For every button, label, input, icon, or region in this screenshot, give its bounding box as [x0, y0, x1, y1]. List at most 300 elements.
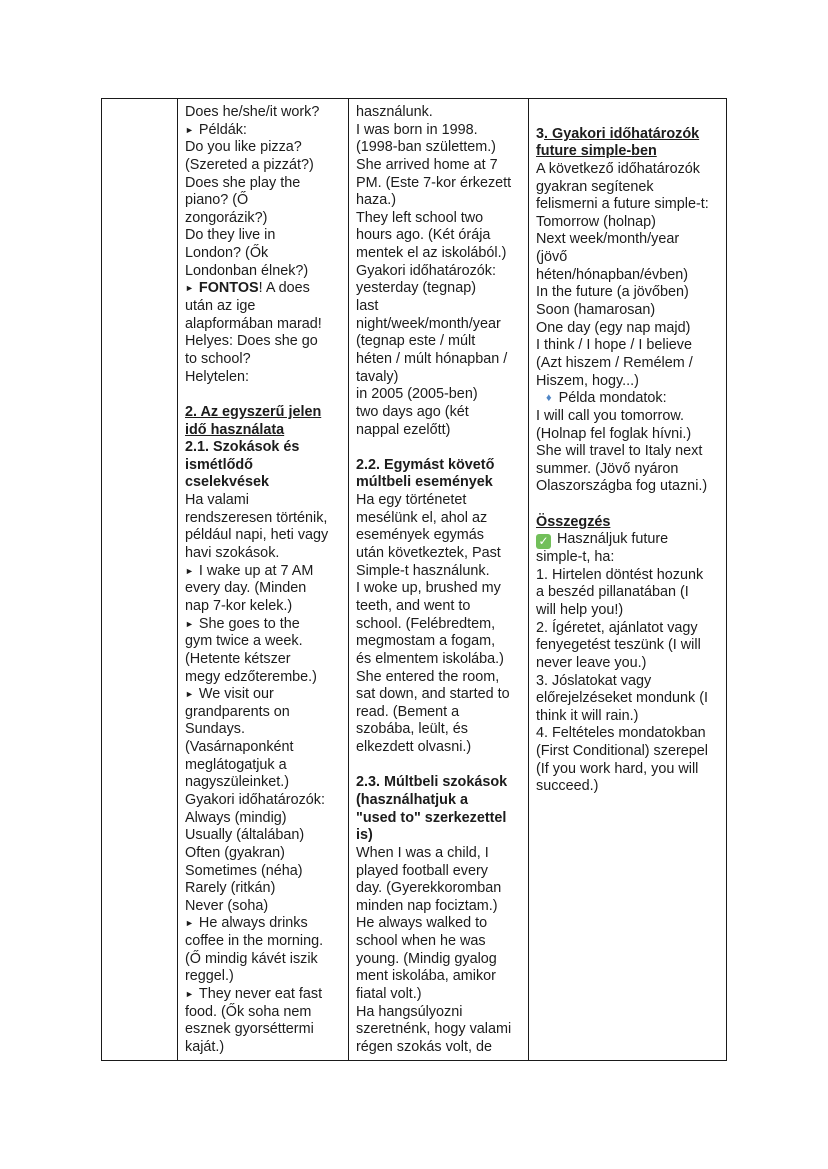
text-segment: I woke up, brushed my — [356, 580, 501, 597]
text-line — [185, 721, 344, 739]
table-cell-future-simple — [528, 99, 726, 1060]
text-segment: They left school two — [356, 209, 484, 226]
text-segment: teeth, and went to — [356, 597, 471, 614]
text-segment: London? (Ők — [185, 245, 269, 262]
heading-line — [185, 457, 344, 475]
text-segment: to school? — [185, 350, 251, 367]
text-line — [536, 214, 722, 232]
text-segment: kaját.) — [185, 1038, 225, 1055]
text-segment: 2.2. Egymást követő — [356, 456, 495, 473]
table-cell-present-simple — [177, 99, 348, 1060]
text-line — [185, 245, 344, 263]
text-line — [185, 139, 344, 157]
text-line — [356, 492, 524, 510]
text-segment: Ha valami — [185, 492, 249, 509]
text-line — [185, 933, 344, 951]
text-line — [536, 673, 722, 691]
text-line — [356, 316, 524, 334]
text-line — [185, 880, 344, 898]
text-line — [536, 390, 722, 408]
text-segment: two days ago (két — [356, 403, 469, 420]
text-line — [356, 104, 524, 122]
text-segment: nappal ezelőtt) — [356, 421, 451, 438]
text-line — [536, 584, 722, 602]
text-segment: a beszéd pillanatában (I — [536, 584, 689, 601]
text-line — [185, 1039, 344, 1057]
text-segment: She goes to the — [198, 615, 300, 632]
text-line — [536, 655, 722, 673]
text-line — [356, 351, 524, 369]
text-line — [185, 192, 344, 210]
arrow-icon: ► — [185, 565, 194, 576]
text-segment: sat down, and started to — [356, 686, 510, 703]
text-segment: szobába, leült, és — [356, 721, 468, 738]
text-segment: 3 — [536, 125, 545, 142]
diamond-icon: ♦ — [546, 392, 552, 405]
text-segment: Példák: — [198, 121, 247, 138]
text-segment: Londonban élnek?) — [185, 262, 309, 279]
text-segment: mesélünk el, ahol az — [356, 509, 488, 526]
text-segment: régen szokás volt, de — [356, 1038, 492, 1055]
text-segment: When I was a child, I — [356, 844, 489, 861]
text-segment: Tomorrow (holnap) — [536, 213, 656, 230]
text-line — [356, 739, 524, 757]
text-line — [185, 333, 344, 351]
text-segment: I think / I hope / I believe — [536, 337, 692, 354]
text-segment: reggel.) — [185, 968, 234, 985]
text-line — [356, 527, 524, 545]
text-line — [356, 245, 524, 263]
text-line — [536, 337, 722, 355]
text-segment: Hiszem, hogy...) — [536, 372, 639, 389]
text-line — [356, 704, 524, 722]
text-segment: Soon (hamarosan) — [536, 302, 656, 319]
text-line — [356, 915, 524, 933]
text-segment: rendszeresen történik, — [185, 509, 328, 526]
text-line — [356, 298, 524, 316]
text-segment: megy edzőterembe.) — [185, 668, 317, 685]
text-line — [356, 633, 524, 651]
text-segment: last — [356, 298, 379, 315]
text-segment: coffee in the morning. — [185, 933, 324, 950]
text-segment: Olaszországba fog utazni.) — [536, 478, 708, 495]
text-line — [356, 968, 524, 986]
text-segment: minden nap fociztam.) — [356, 897, 498, 914]
text-line — [356, 192, 524, 210]
text-segment: múltbeli események — [356, 474, 493, 491]
text-line — [185, 298, 344, 316]
text-line — [536, 778, 722, 796]
text-line — [536, 620, 722, 638]
text-line — [185, 863, 344, 881]
text-segment: ment iskolába, amikor — [356, 968, 496, 985]
text-segment: szeretnénk, hogy valami — [356, 1021, 512, 1038]
text-segment: Next week/month/year — [536, 231, 680, 248]
text-line — [185, 369, 344, 387]
text-segment: például napi, heti vagy — [185, 527, 329, 544]
text-line — [356, 386, 524, 404]
text-line — [536, 267, 722, 285]
text-line — [536, 284, 722, 302]
text-line — [356, 951, 524, 969]
grammar-notes-table — [101, 98, 727, 1061]
text-segment: Do they live in — [185, 227, 276, 244]
heading-line — [356, 457, 524, 475]
text-segment: I was born in 1998. — [356, 121, 478, 138]
text-segment: yesterday (tegnap) — [356, 280, 476, 297]
text-line — [185, 669, 344, 687]
table-cell-past-simple — [348, 99, 528, 1060]
text-segment: We visit our — [198, 686, 274, 703]
text-line — [356, 157, 524, 175]
text-segment: esznek gyorséttermi — [185, 1021, 314, 1038]
text-line — [185, 986, 344, 1004]
text-segment: . Gyakori időhatározók — [544, 125, 700, 142]
text-line — [185, 915, 344, 933]
arrow-icon: ► — [185, 283, 194, 294]
text-line — [185, 316, 344, 334]
text-line — [356, 880, 524, 898]
text-line — [536, 443, 722, 461]
text-segment: summer. (Jövő nyáron — [536, 460, 679, 477]
text-segment: nagyszüleinket.) — [185, 774, 289, 791]
text-segment: után következtek, Past — [356, 545, 501, 562]
text-segment: 2.1. Szokások és — [185, 439, 300, 456]
text-segment: future simple-ben — [536, 143, 657, 160]
text-line — [536, 725, 722, 743]
heading-line — [356, 827, 524, 845]
text-segment: (If you work hard, you will — [536, 760, 699, 777]
text-segment: (Holnap fel foglak hívni.) — [536, 425, 692, 442]
text-line — [185, 616, 344, 634]
text-line — [356, 510, 524, 528]
text-line — [185, 1021, 344, 1039]
text-line — [185, 545, 344, 563]
text-line — [356, 757, 524, 775]
text-line — [356, 845, 524, 863]
text-line — [185, 122, 344, 140]
text-line — [356, 1021, 524, 1039]
text-line — [185, 580, 344, 598]
text-segment: think it will rain.) — [536, 707, 639, 724]
text-segment: In the future (a jövőben) — [536, 284, 689, 301]
arrow-icon: ► — [185, 689, 194, 700]
text-line — [185, 704, 344, 722]
text-line — [536, 231, 722, 249]
text-line — [536, 196, 722, 214]
text-segment: héten / múlt hónapban / — [356, 350, 508, 367]
text-segment: Példa mondatok: — [558, 390, 667, 407]
text-segment: használunk. — [356, 104, 433, 120]
text-line — [185, 104, 344, 122]
text-line — [356, 1039, 524, 1057]
text-segment: school when he was — [356, 933, 486, 950]
text-line — [356, 139, 524, 157]
text-line — [536, 161, 722, 179]
text-segment: (Vasárnaponként — [185, 739, 294, 756]
text-segment: Always (mindig) — [185, 809, 287, 826]
text-segment: never leave you.) — [536, 654, 647, 671]
table-cell-empty — [102, 99, 177, 1060]
text-segment: gyakran segítenek — [536, 178, 654, 195]
text-segment: 1. Hirtelen döntést hozunk — [536, 566, 704, 583]
text-segment: every day. (Minden — [185, 580, 307, 597]
text-line — [356, 898, 524, 916]
heading-line — [536, 143, 722, 161]
text-line — [356, 333, 524, 351]
text-line — [185, 527, 344, 545]
text-segment: Összegzés — [536, 513, 611, 530]
text-line — [536, 320, 722, 338]
text-segment: Usually (általában) — [185, 827, 305, 844]
text-segment: 4. Feltételes mondatokban — [536, 725, 706, 742]
text-segment: fiatal volt.) — [356, 986, 422, 1003]
text-segment: Helyes: Does she go — [185, 333, 318, 350]
text-segment: (Hetente kétszer — [185, 650, 291, 667]
text-line — [185, 651, 344, 669]
text-segment: young. (Mindig gyalog — [356, 950, 497, 967]
text-segment: mentek el az iskolából.) — [356, 245, 507, 262]
text-segment: 3. Jóslatokat vagy — [536, 672, 652, 689]
text-line — [356, 933, 524, 951]
text-segment: Sundays. — [185, 721, 246, 738]
text-segment: elkezdett olvasni.) — [356, 739, 472, 756]
text-line — [185, 210, 344, 228]
text-segment: tavaly) — [356, 368, 399, 385]
text-segment: meglátogatjuk a — [185, 756, 287, 773]
text-line — [185, 686, 344, 704]
text-segment: is) — [356, 827, 373, 844]
text-line — [185, 739, 344, 757]
text-segment: played football every — [356, 862, 488, 879]
heading-line — [356, 474, 524, 492]
text-segment: She will travel to Italy next — [536, 443, 703, 460]
text-line — [185, 263, 344, 281]
text-line — [536, 708, 722, 726]
text-line — [185, 280, 344, 298]
text-segment: 2. Az egyszerű jelen — [185, 403, 322, 420]
text-segment: nap 7-kor kelek.) — [185, 597, 293, 614]
text-segment: day. (Gyerekkoromban — [356, 880, 502, 897]
text-line — [536, 549, 722, 567]
text-segment: Helytelen: — [185, 368, 249, 385]
arrow-icon: ► — [185, 918, 194, 929]
heading-line — [356, 792, 524, 810]
text-line — [185, 827, 344, 845]
text-segment: haza.) — [356, 192, 396, 209]
text-segment: Rarely (ritkán) — [185, 880, 276, 897]
text-segment: Ha hangsúlyozni — [356, 1003, 463, 1020]
text-line — [356, 210, 524, 228]
arrow-icon: ► — [185, 124, 194, 135]
text-line — [536, 478, 722, 496]
heading-line — [185, 439, 344, 457]
text-segment: He always drinks — [198, 915, 308, 932]
text-line — [185, 968, 344, 986]
text-line — [356, 1004, 524, 1022]
text-line — [356, 263, 524, 281]
text-line — [536, 567, 722, 585]
text-line — [536, 249, 722, 267]
text-segment: She arrived home at 7 — [356, 156, 498, 173]
text-segment: Gyakori időhatározók: — [356, 262, 496, 279]
text-segment: héten/hónapban/évben) — [536, 266, 689, 283]
text-segment: Ha egy történetet — [356, 492, 467, 509]
text-line — [185, 227, 344, 245]
text-line — [356, 651, 524, 669]
text-segment: után az ige — [185, 298, 256, 315]
heading-line — [185, 474, 344, 492]
text-line — [356, 616, 524, 634]
text-segment: (First Conditional) szerepel — [536, 743, 708, 760]
text-line — [536, 496, 722, 514]
text-segment: cselekvések — [185, 474, 270, 491]
text-line — [356, 598, 524, 616]
text-segment: piano? (Ő — [185, 192, 249, 209]
text-line — [185, 351, 344, 369]
text-segment: (Szereted a pizzát?) — [185, 156, 314, 173]
text-line — [356, 986, 524, 1004]
text-line — [185, 898, 344, 916]
text-segment: in 2005 (2005-ben) — [356, 386, 478, 403]
text-segment: They never eat fast — [198, 986, 323, 1003]
text-segment: Gyakori időhatározók: — [185, 791, 325, 808]
text-line — [185, 510, 344, 528]
text-segment: gym twice a week. — [185, 633, 303, 650]
text-line — [356, 721, 524, 739]
text-line — [185, 810, 344, 828]
text-segment: One day (egy nap majd) — [536, 319, 691, 336]
text-segment: megmostam a fogam, — [356, 633, 496, 650]
text-segment: "used to" szerkezettel — [356, 809, 507, 826]
text-line — [536, 373, 722, 391]
text-line — [185, 774, 344, 792]
text-segment: Do you like pizza? — [185, 139, 302, 156]
check-icon: ✓ — [536, 534, 551, 549]
text-segment: (jövő — [536, 249, 568, 266]
text-line — [356, 563, 524, 581]
text-line — [536, 408, 722, 426]
text-segment: ! A does — [258, 280, 310, 297]
text-line — [185, 792, 344, 810]
text-line — [185, 633, 344, 651]
text-line — [536, 355, 722, 373]
text-segment: grandparents on — [185, 703, 290, 720]
heading-line — [356, 810, 524, 828]
text-line — [356, 669, 524, 687]
text-segment: Never (soha) — [185, 897, 269, 914]
text-segment: simple-t, ha: — [536, 549, 615, 566]
text-line — [536, 179, 722, 197]
text-line — [185, 951, 344, 969]
text-line — [356, 227, 524, 245]
text-segment: események egymás — [356, 527, 484, 544]
text-line — [356, 439, 524, 457]
heading-line — [185, 422, 344, 440]
text-segment: She entered the room, — [356, 668, 500, 685]
text-segment: FONTOS — [198, 280, 259, 297]
text-line — [536, 690, 722, 708]
text-segment: ismétlődő — [185, 456, 253, 473]
text-line — [536, 637, 722, 655]
text-line — [356, 404, 524, 422]
text-segment: (tegnap este / múlt — [356, 333, 476, 350]
text-line — [356, 580, 524, 598]
text-line — [185, 492, 344, 510]
text-segment: Sometimes (néha) — [185, 862, 303, 879]
text-segment: (Azt hiszem / Remélem / — [536, 354, 693, 371]
text-segment: 2. Ígéretet, ajánlatot vagy — [536, 619, 698, 636]
text-segment: Does he/she/it work? — [185, 104, 320, 120]
text-segment: előrejelzéseket mondunk (I — [536, 690, 708, 707]
text-segment: idő használata — [185, 421, 285, 438]
text-segment: 2.3. Múltbeli szokások — [356, 774, 508, 791]
text-line — [356, 863, 524, 881]
text-segment: (Ő mindig kávét iszik — [185, 950, 318, 967]
text-segment: I will call you tomorrow. — [536, 407, 684, 424]
text-line — [536, 302, 722, 320]
text-segment: Simple-t használunk. — [356, 562, 490, 579]
text-line — [356, 175, 524, 193]
text-line — [536, 602, 722, 620]
text-segment: night/week/month/year — [356, 315, 501, 332]
text-line — [185, 1004, 344, 1022]
text-segment: alapformában marad! — [185, 315, 322, 332]
text-line — [536, 426, 722, 444]
text-line — [356, 422, 524, 440]
text-segment: (használhatjuk a — [356, 791, 468, 808]
text-line — [356, 369, 524, 387]
text-line — [536, 461, 722, 479]
text-segment: felismerni a future simple-t: — [536, 196, 709, 213]
text-segment: havi szokások. — [185, 545, 280, 562]
text-line — [185, 175, 344, 193]
text-line — [536, 761, 722, 779]
arrow-icon: ► — [185, 989, 194, 1000]
text-segment: PM. (Este 7-kor érkezett — [356, 174, 512, 191]
text-line — [536, 108, 722, 126]
heading-line — [185, 404, 344, 422]
text-segment: és elmentem iskolába.) — [356, 650, 504, 667]
text-segment: will help you!) — [536, 601, 624, 618]
text-line — [185, 598, 344, 616]
text-segment: hours ago. (Két órája — [356, 227, 491, 244]
text-line — [185, 386, 344, 404]
text-segment: school. (Felébredtem, — [356, 615, 496, 632]
text-segment: succeed.) — [536, 778, 599, 795]
text-line — [536, 126, 722, 144]
text-segment: fenyegetést teszünk (I will — [536, 637, 701, 654]
text-line — [536, 743, 722, 761]
text-segment: He always walked to — [356, 915, 488, 932]
arrow-icon: ► — [185, 618, 194, 629]
text-segment: A következő időhatározók — [536, 160, 700, 177]
text-line — [356, 545, 524, 563]
text-segment: food. (Ők soha nem — [185, 1003, 312, 1020]
text-line — [185, 563, 344, 581]
text-segment: I wake up at 7 AM — [198, 562, 314, 579]
heading-line — [536, 514, 722, 532]
text-line — [185, 757, 344, 775]
text-line — [536, 531, 722, 549]
text-segment: read. (Bement a — [356, 703, 460, 720]
text-segment: zongorázik?) — [185, 209, 268, 226]
text-line — [356, 686, 524, 704]
text-segment: Does she play the — [185, 174, 301, 191]
text-segment: Használjuk future — [557, 531, 669, 548]
text-line — [185, 157, 344, 175]
text-segment: (1998-ban születtem.) — [356, 139, 496, 156]
